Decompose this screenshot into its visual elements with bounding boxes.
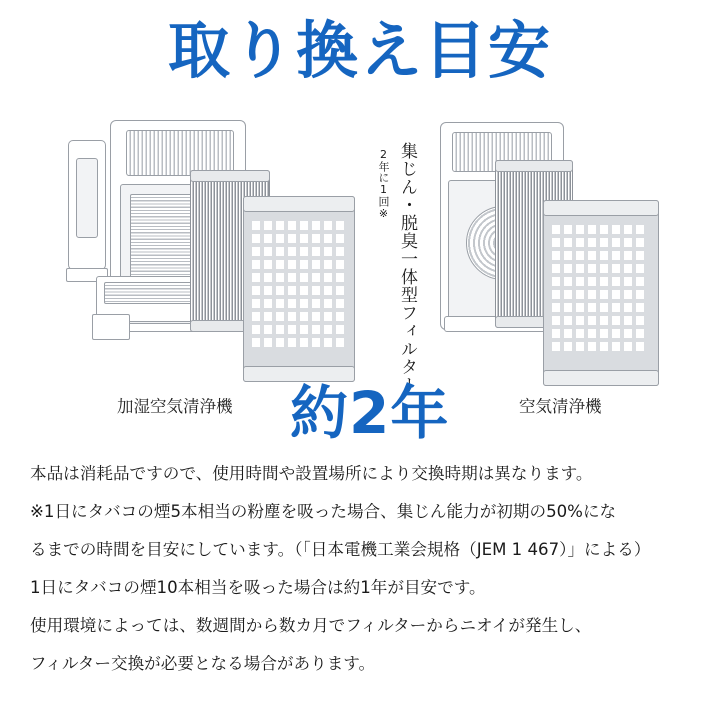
filter-type-label: 集じん・脱臭一体型フィルター — [397, 142, 417, 394]
replacement-frequency-label: 2年に1回※ — [377, 148, 390, 220]
illustration-area — [0, 108, 720, 447]
hepa-filter-left-frame-top — [190, 170, 270, 182]
combined-filter-right — [543, 200, 659, 386]
combined-filter-right-bottom-frame — [543, 370, 659, 386]
note-line-1: 本品は消耗品ですので、使用時間や設置場所により交換時期は異なります。 — [30, 464, 593, 483]
combined-filter-left — [243, 196, 355, 382]
right-caption: 空気清浄機 — [519, 397, 602, 416]
water-tank-window — [76, 158, 98, 238]
note-line-6: フィルター交換が必要となる場合があります。 — [30, 654, 376, 673]
notes-block — [30, 455, 694, 683]
hepa-filter-right-frame-top — [495, 160, 573, 172]
humidifier-tray-grille — [104, 282, 204, 304]
note-line-2: ※1日にタバコの煙5本相当の粉塵を吸った場合、集じん能力が初期の50%にな — [30, 502, 617, 521]
combined-filter-left-top-frame — [243, 196, 355, 212]
combined-filter-right-top-frame — [543, 200, 659, 216]
note-line-3: るまでの時間を目安にしています。（「日本電機工業会規格（JEM 1 467）」による） — [30, 540, 651, 559]
page-title: 取り換え目安 — [167, 14, 552, 87]
left-caption: 加湿空気清浄機 — [117, 397, 233, 416]
note-line-4: 1日にタバコの煙10本相当を吸った場合は約1年が目安です。 — [30, 578, 486, 597]
note-line-5: 使用環境によっては、数週間から数カ月でフィルターからニオイが発生し、 — [30, 616, 592, 635]
humidifier-foot — [92, 314, 130, 340]
replacement-period-highlight: 約2年 — [290, 379, 450, 447]
